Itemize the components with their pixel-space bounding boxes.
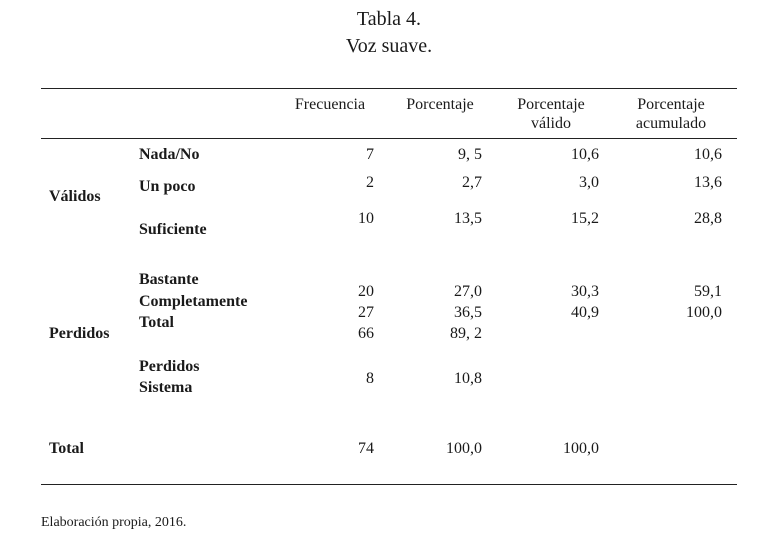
cell-bastante-valido: 30,3 (571, 283, 599, 300)
cell-poco-porcentaje: 2,7 (462, 174, 482, 191)
cell-total-valido: 100,0 (563, 440, 599, 457)
header-frecuencia: Frecuencia (294, 96, 366, 113)
cell-completamente-valido: 40,9 (571, 304, 599, 321)
cell-nada-valido: 10,6 (571, 146, 599, 163)
row-label-nada: Nada/No (139, 146, 200, 163)
cell-completamente-frecuencia: 27 (358, 304, 374, 321)
row-label-suficiente: Suficiente (139, 221, 207, 238)
cell-total-validos-frecuencia: 66 (358, 325, 374, 342)
cell-suficiente-valido: 15,2 (571, 210, 599, 227)
bottom-rule (41, 484, 737, 485)
cell-total-frecuencia: 74 (358, 440, 374, 457)
cell-nada-frecuencia: 7 (366, 146, 374, 163)
cell-poco-valido: 3,0 (579, 174, 599, 191)
cell-total-validos-porcentaje: 89, 2 (450, 325, 482, 342)
header-porcentaje: Porcentaje (406, 96, 474, 113)
cell-perdidos-porcentaje: 10,8 (454, 370, 482, 387)
cell-nada-acumulado: 10,6 (694, 146, 722, 163)
group-perdidos: Perdidos (49, 325, 110, 342)
cell-suficiente-frecuencia: 10 (358, 210, 374, 227)
cell-perdidos-frecuencia: 8 (366, 370, 374, 387)
source-caption: Elaboración propia, 2016. (41, 515, 187, 530)
cell-bastante-acumulado: 59,1 (694, 283, 722, 300)
row-label-total-validos: Total (139, 314, 174, 331)
cell-bastante-frecuencia: 20 (358, 283, 374, 300)
header-acumulado-line2: acumulado (635, 115, 707, 132)
header-acumulado-line1: Porcentaje (637, 96, 705, 113)
row-label-bastante: Bastante (139, 271, 199, 288)
cell-bastante-porcentaje: 27,0 (454, 283, 482, 300)
cell-suficiente-porcentaje: 13,5 (454, 210, 482, 227)
group-validos: Válidos (49, 188, 101, 205)
cell-completamente-porcentaje: 36,5 (454, 304, 482, 321)
group-total: Total (49, 440, 84, 457)
cell-total-porcentaje: 100,0 (446, 440, 482, 457)
cell-completamente-acumulado: 100,0 (686, 304, 722, 321)
cell-poco-acumulado: 13,6 (694, 174, 722, 191)
row-label-perdidos-line1: Perdidos (139, 358, 200, 375)
row-label-poco: Un poco (139, 178, 196, 195)
header-valido-line2: válido (531, 115, 571, 132)
row-label-completamente: Completamente (139, 293, 248, 310)
table-title: Tabla 4. (356, 8, 422, 30)
header-rule (41, 138, 737, 139)
row-label-perdidos-line2: Sistema (139, 379, 193, 396)
top-rule (41, 88, 737, 89)
header-valido-line1: Porcentaje (517, 96, 585, 113)
cell-suficiente-acumulado: 28,8 (694, 210, 722, 227)
cell-nada-porcentaje: 9, 5 (458, 146, 482, 163)
cell-poco-frecuencia: 2 (366, 174, 374, 191)
table-subtitle: Voz suave. (345, 35, 433, 57)
